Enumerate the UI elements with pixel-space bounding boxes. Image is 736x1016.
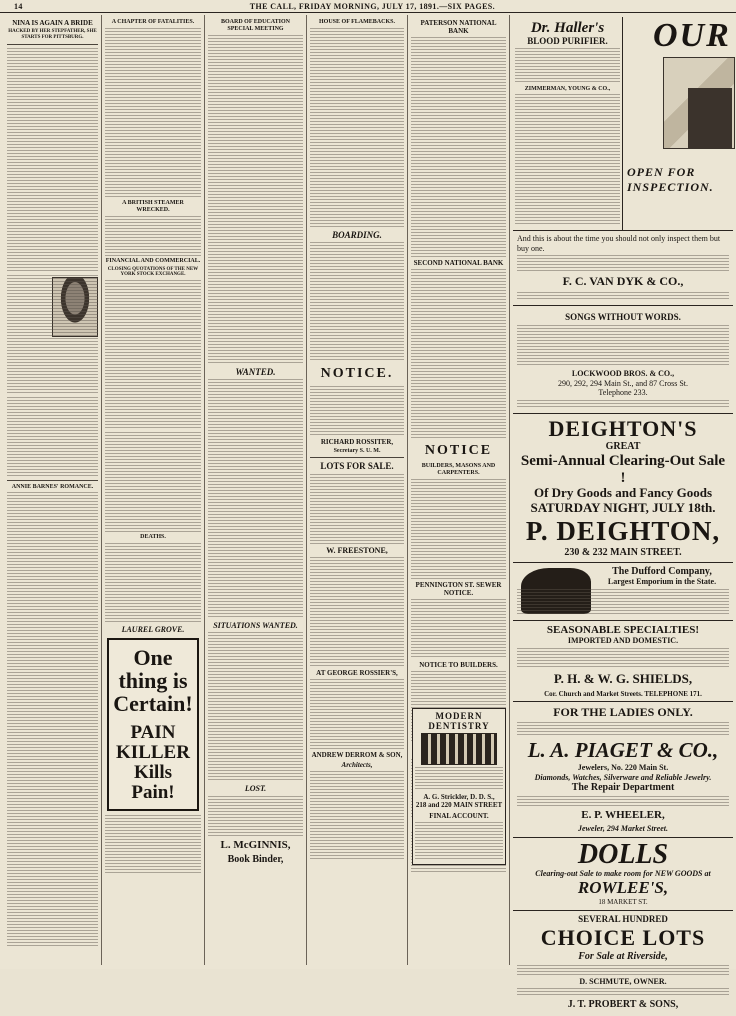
notice-signature: RICHARD ROSSITER, (320, 438, 394, 447)
ad-schmidt-name: D. SCHMUTE, (579, 976, 632, 986)
headline-annie: ANNIE BARNES' ROMANCE. (11, 483, 94, 490)
classified-wanted (208, 379, 303, 619)
ad-rowlees-address: 18 MARKET ST. (598, 898, 648, 907)
headline-pennington: PENNINGTON ST. SEWER NOTICE. (415, 580, 502, 597)
ad-shields-address: Cor. Church and Market Streets. TELEPHONE 171. (544, 689, 702, 698)
painkiller-line-1: One thing is Certain! (113, 645, 193, 717)
column-4 (307, 15, 408, 965)
column-3 (205, 15, 307, 965)
ad-rowlees (513, 838, 733, 911)
ad-text (517, 325, 729, 367)
ad-choice: CHOICE LOTS (540, 924, 706, 950)
ad-text (517, 965, 729, 975)
article-text (105, 432, 201, 532)
classified-situations (208, 632, 303, 782)
headline-second-bank: SECOND NATIONAL BANK (413, 259, 504, 268)
column-1 (4, 15, 102, 965)
ad-dufford (513, 563, 733, 621)
headline-financial: FINANCIAL AND COMMERCIAL. (105, 257, 201, 264)
article-text (7, 48, 98, 273)
article-text (105, 216, 201, 256)
ad-dufford-largest: Largest Emporium in the State. (607, 577, 717, 587)
ad-vandyk-name: F. C. VAN DYK & CO., (562, 274, 684, 289)
article-text (411, 599, 506, 659)
headline-lost: LOST. (244, 784, 267, 794)
ad-dentistry-title: MODERN DENTISTRY (428, 711, 490, 731)
headline-wanted: WANTED. (235, 366, 276, 377)
ad-schmidt-owner: OWNER. (633, 976, 667, 986)
ad-shields-name: P. H. & W. G. SHIELDS, (553, 670, 693, 686)
headline-nina: NINA IS AGAIN A BRIDE (12, 19, 93, 27)
ad-our-store (623, 17, 733, 229)
ad-deighton-title: DEIGHTON'S (548, 415, 698, 441)
ad-piaget-name: L. A. PIAGET & CO., (527, 738, 719, 763)
headline-steamer: A BRITISH STEAMER WRECKED. (122, 199, 184, 213)
ad-piaget (513, 702, 733, 838)
ad-deighton-dry: Of Dry Goods and Fancy Goods (533, 485, 713, 501)
headline-notice-builders: NOTICE TO BUILDERS. (419, 661, 498, 670)
ad-choice-lots (513, 911, 733, 1016)
article-text (310, 557, 404, 667)
ad-lockwood-telephone: Telephone 233. (598, 388, 648, 398)
headline-lots: LOTS FOR SALE. (320, 461, 394, 472)
ad-rowlees-name: ROWLEE'S, (577, 878, 669, 898)
teeth-illustration (421, 733, 497, 765)
ad-probert: J. T. PROBERT & SONS, (567, 999, 679, 1011)
classified-lost (208, 796, 303, 836)
ad-diamonds: Diamonds, Watches, Silverware and Reliable Jewelry. (534, 772, 712, 782)
ad-clearing: Clearing-out Sale to make room for NEW GOODS at (535, 868, 711, 878)
article-text (310, 679, 404, 749)
ad-strickler: A. G. Strickler, D. D. S., (423, 793, 495, 801)
rossier-name: AT GEORGE ROSSIER'S, (316, 668, 398, 677)
rule (7, 44, 98, 45)
ad-dolls: DOLLS (577, 838, 669, 870)
ad-shields (513, 621, 733, 702)
ad-text (415, 767, 503, 791)
article-text (208, 35, 303, 365)
ad-text (515, 48, 620, 84)
article-text (310, 771, 404, 861)
ad-ladies: FOR THE LADIES ONLY. (553, 705, 693, 720)
article-text (105, 543, 201, 623)
freestone-name: W. FREESTONE, (326, 545, 388, 555)
ad-seasonable: SEASONABLE SPECIALTIES! (546, 624, 700, 637)
ad-row-top (513, 17, 733, 231)
ad-text (517, 988, 729, 996)
rule (7, 480, 98, 481)
ad-lockwood-name: LOCKWOOD BROS. & CO., (571, 369, 675, 379)
ad-text (517, 648, 729, 668)
ad-repair: The Repair Department (571, 782, 675, 794)
ad-zimmerman: ZIMMERMAN, YOUNG & CO., (524, 86, 611, 92)
store-illustration (663, 57, 735, 149)
headline-paterson-bank: PATERSON NATIONAL BANK (420, 19, 497, 36)
column-2 (102, 15, 205, 965)
ad-lockwood-address: 290, 292, 294 Main St., and 87 Cross St. (557, 378, 688, 388)
subhead-nina: HACKED BY HER STEPFATHER, SHE STARTS FOR PITTSBURG. (8, 29, 97, 40)
headline-builders: BUILDERS, MASONS AND CARPENTERS. (421, 463, 496, 477)
bank-statement (411, 269, 506, 439)
headline-boarding: BOARDING. (332, 229, 382, 240)
ad-dufford-name: The Dufford Company, (612, 566, 712, 578)
column-6-ads (510, 15, 736, 1011)
headline-education: BOARD OF EDUCATION SPECIAL MEETING (220, 19, 290, 32)
article-text (7, 492, 98, 947)
ad-text (517, 400, 729, 408)
ad-several: SEVERAL HUNDRED (578, 913, 668, 924)
notice-heading: NOTICE. (320, 366, 394, 382)
ad-schmidt (517, 977, 729, 987)
article-text (105, 28, 201, 198)
rule (310, 457, 404, 458)
ad-songs: SONGS WITHOUT WORDS. (565, 312, 681, 323)
ad-deighton-semi: Semi-Annual Clearing-Out Sale ! (520, 453, 726, 486)
stock-table (105, 280, 201, 430)
mcginnis-name: L. McGINNIS, (220, 838, 291, 851)
ad-deighton-name: P. DEIGHTON, (525, 516, 721, 547)
painkiller-line-2: PAIN KILLER Kills Pain! (116, 722, 190, 804)
derrom-name: ANDREW DERROM & SON, (311, 750, 403, 759)
ad-piaget-address: Jewelers, No. 220 Main St. (577, 763, 669, 773)
headline-laurel-grove: LAUREL GROVE. (121, 624, 185, 634)
classified-boarding (310, 242, 404, 362)
ad-vandyk (513, 231, 733, 306)
bank-statement (411, 37, 506, 257)
ad-dr-haller-title: Dr. Haller's (530, 20, 605, 36)
ad-deighton-great: GREAT (605, 441, 641, 453)
page-title: THE CALL, FRIDAY MORNING, JULY 17, 1891.—SIX PAGES. (249, 1, 496, 11)
derrom-architects: Architects, (341, 760, 373, 769)
ad-text (517, 796, 729, 806)
ad-open-inspection: OPEN FOR INSPECTION. (627, 165, 714, 194)
ad-strickler-address: 218 and 220 MAIN STREET (415, 801, 503, 810)
ad-wheeler-name: E. P. WHEELER, (581, 809, 665, 822)
mcginnis-bookbinder: Book Binder, (227, 853, 284, 865)
ad-dr-haller (513, 17, 623, 230)
ad-text (517, 255, 729, 271)
headline-final-account: FINAL ACCOUNT. (429, 811, 489, 820)
ad-vandyk-text: And this is about the time you should not only inspect them but buy one. (517, 234, 721, 253)
painkiller-ad (107, 638, 199, 811)
headline-situations: SITUATIONS WANTED. (213, 621, 298, 631)
ad-lockwood (513, 306, 733, 414)
ad-text (515, 94, 620, 226)
article-text (7, 397, 98, 477)
headline-deaths: DEATHS. (140, 534, 166, 541)
ad-dentistry (412, 708, 506, 865)
ad-text (517, 589, 729, 615)
masthead (0, 0, 736, 13)
ad-riverside: For Sale at Riverside, (578, 950, 668, 962)
article-text (7, 275, 98, 395)
notice-signature-title: Secretary S. U. M. (333, 448, 381, 455)
page-number: 14 (14, 1, 23, 11)
ad-imported: IMPORTED AND DOMESTIC. (567, 636, 679, 646)
article-text (105, 815, 201, 875)
headline-flamebacks: HOUSE OF FLAMEBACKS. (319, 19, 395, 25)
ad-dr-haller-subtitle: BLOOD PURIFIER. (527, 36, 608, 46)
notice-text (310, 386, 404, 436)
ad-our-title: OUR (653, 17, 731, 54)
ad-deighton-saturday: SATURDAY NIGHT, JULY 18th. (530, 500, 716, 516)
notice-builders-heading: NOTICE (424, 443, 493, 459)
subhead-stocks: CLOSING QUOTATIONS OF THE NEW YORK STOCK EXCHANGE. (107, 266, 199, 278)
ad-deighton (513, 414, 733, 563)
ad-deighton-address: 230 & 232 MAIN STREET. (564, 547, 682, 559)
ad-text (415, 822, 503, 860)
article-text (411, 479, 506, 579)
lots-table (310, 474, 404, 544)
ad-text (517, 722, 729, 736)
article-text (310, 28, 404, 228)
headline-fatalities: A CHAPTER OF FATALITIES. (111, 19, 195, 25)
ad-text (517, 292, 729, 300)
ad-wheeler-jeweler: Jeweler, 294 Market Street. (578, 824, 668, 834)
